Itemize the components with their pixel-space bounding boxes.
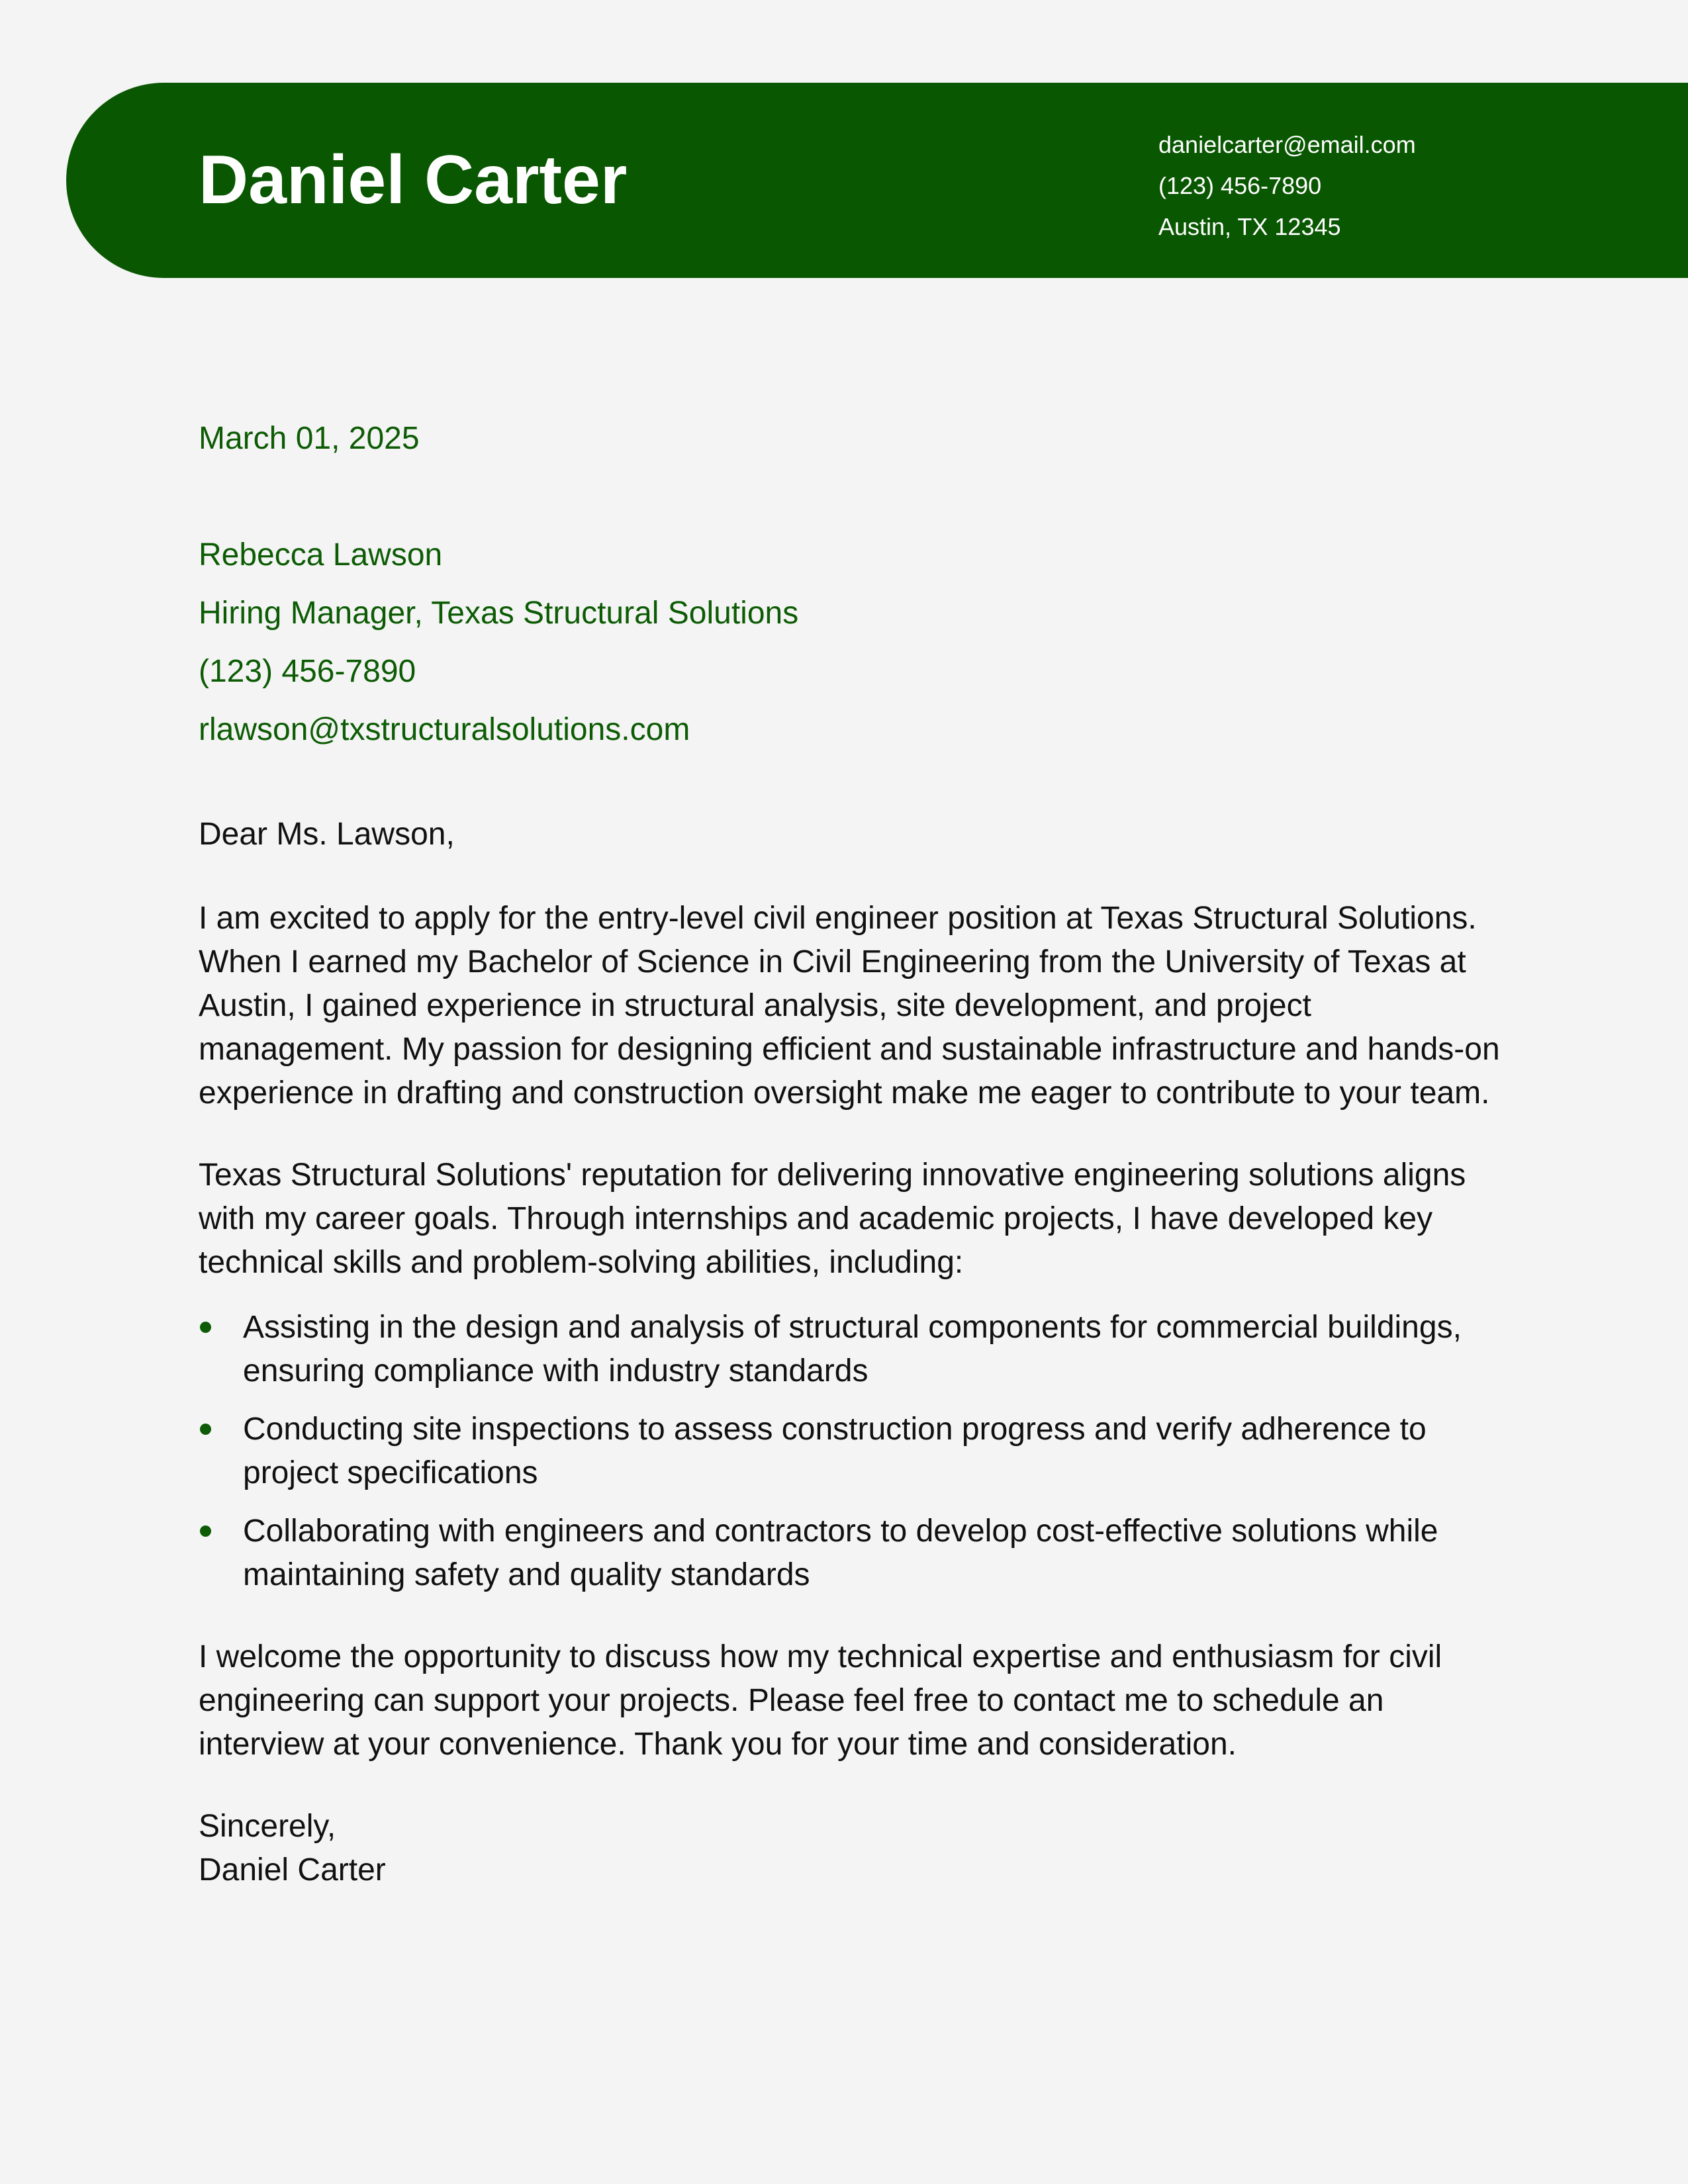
sender-email: danielcarter@email.com bbox=[1158, 131, 1416, 158]
paragraph-skills: Texas Structural Solutions' reputation for delivering innovative engineering solutions aligns with my career goals. Through internships and academic projects, I have developed key technical skills and problem-solving abilities, including: bbox=[199, 1158, 1466, 1280]
skills-list-item-text: Conducting site inspections to assess construction progress and verify adherence to project specifications bbox=[243, 1412, 1427, 1490]
paragraph-closing: I welcome the opportunity to discuss how my technical expertise and enthusiasm for civil engineering can support your projects. Please feel free to contact me to schedule an interview at your convenience. Thank you for your time and consideration. bbox=[199, 1639, 1442, 1762]
sender-name: Daniel Carter bbox=[199, 142, 628, 218]
signature-name: Daniel Carter bbox=[199, 1852, 386, 1888]
skills-list-item-text: Assisting in the design and analysis of structural components for commercial buildings, ensuring compliance with industry standards bbox=[243, 1310, 1462, 1388]
salutation: Dear Ms. Lawson, bbox=[199, 817, 455, 852]
bullet-icon bbox=[200, 1424, 211, 1435]
skills-list bbox=[199, 1306, 1509, 1597]
skills-list-item-text: Collaborating with engineers and contractors to develop cost-effective solutions while maintaining safety and quality standards bbox=[243, 1514, 1438, 1592]
sender-location: Austin, TX 12345 bbox=[1158, 213, 1341, 240]
recipient-title: Hiring Manager, Texas Structural Solutions bbox=[199, 596, 799, 631]
bullet-icon bbox=[200, 1322, 211, 1333]
sender-contact-block bbox=[1158, 124, 1416, 248]
skills-list-item bbox=[199, 1306, 1509, 1393]
letter-body bbox=[199, 813, 1509, 1892]
recipient-name: Rebecca Lawson bbox=[199, 537, 443, 572]
skills-list-item bbox=[199, 1408, 1509, 1495]
recipient-email: rlawson@txstructuralsolutions.com bbox=[199, 712, 690, 747]
recipient-block bbox=[199, 526, 798, 759]
recipient-phone: (123) 456-7890 bbox=[199, 654, 416, 689]
bullet-icon bbox=[200, 1525, 211, 1537]
skills-list-item bbox=[199, 1510, 1509, 1597]
sender-phone: (123) 456-7890 bbox=[1158, 172, 1322, 199]
closing-block bbox=[199, 1805, 1509, 1892]
closing-phrase: Sincerely, bbox=[199, 1809, 336, 1844]
paragraph-intro: I am excited to apply for the entry-level civil engineer position at Texas Structural Solutions. When I earned my Bachelor of Science in Civil Engineering from the University of Texas at Austin, I gained experience in structural analysis, site development, and project management. My passion for designing efficient and sustainable infrastructure and hands-on experience in drafting and construction oversight make me eager to contribute to your team. bbox=[199, 901, 1500, 1111]
letter-date: March 01, 2025 bbox=[199, 421, 420, 456]
